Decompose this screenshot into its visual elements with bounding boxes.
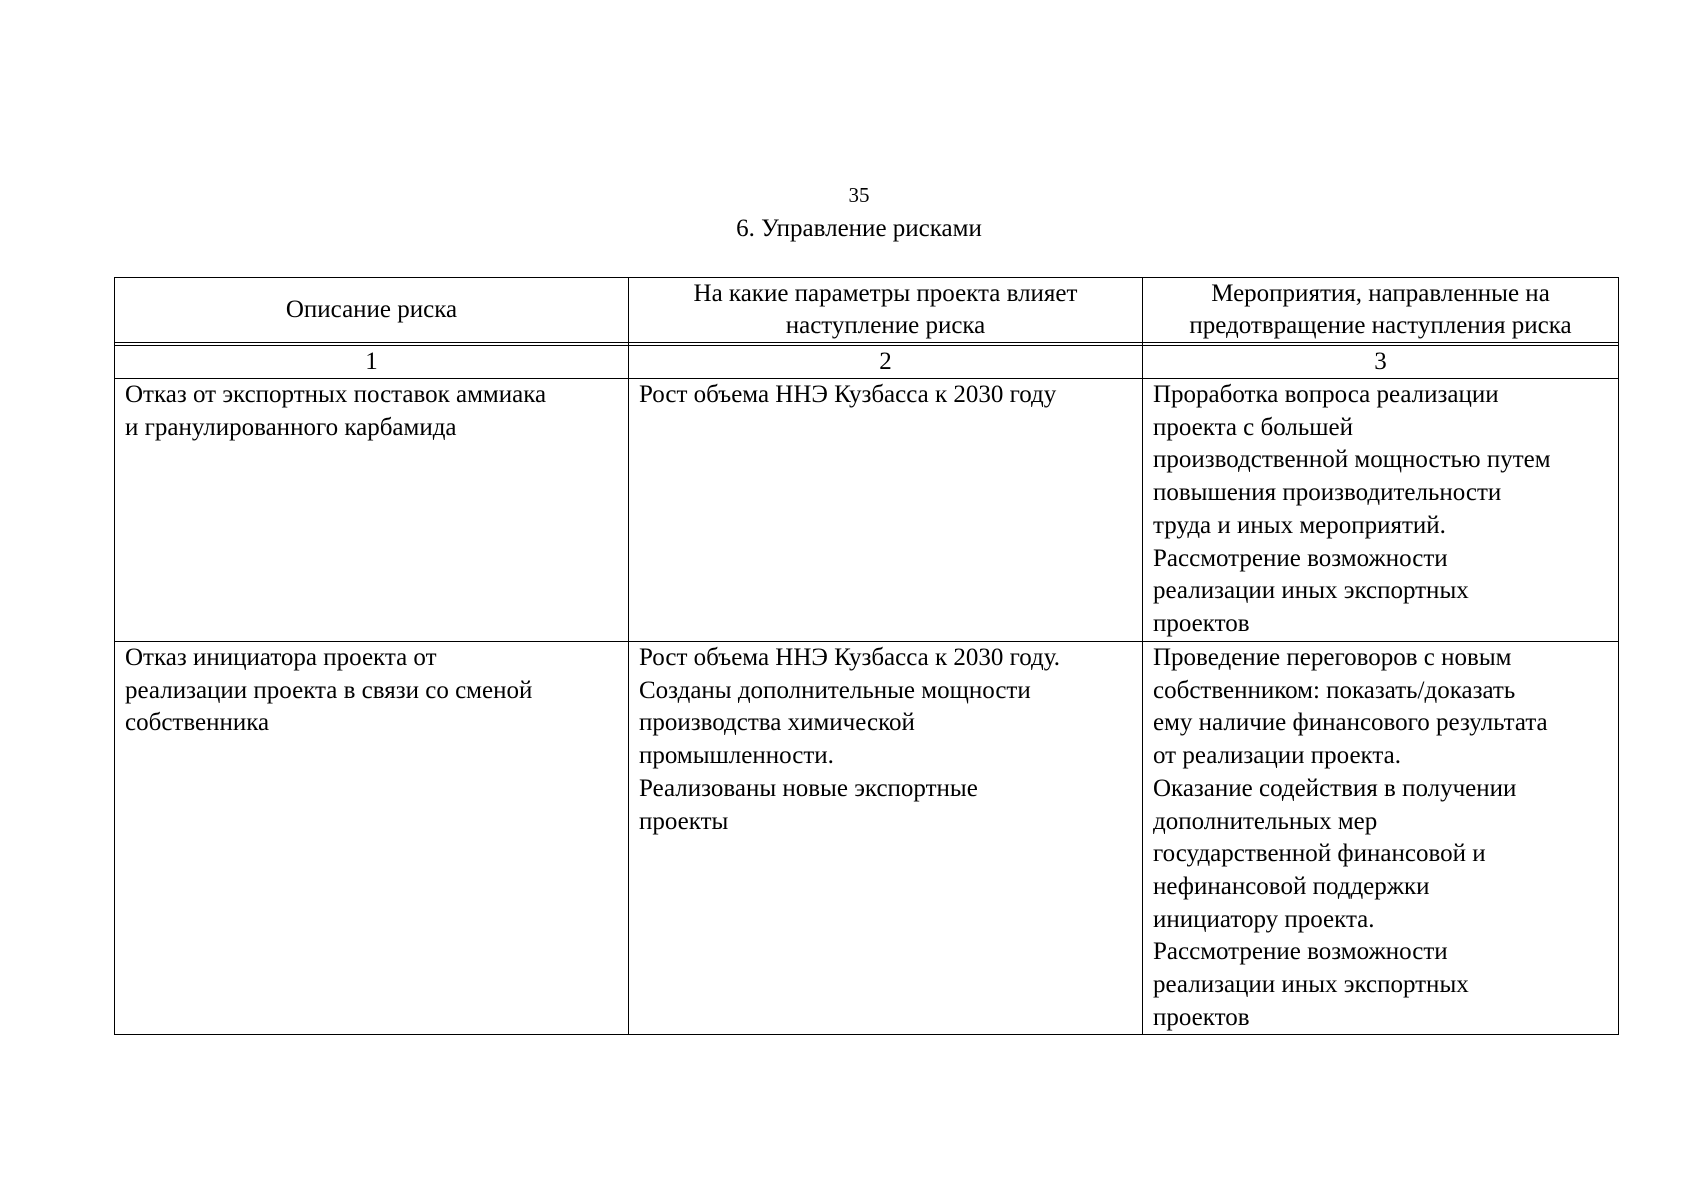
cell-line: Проведение переговоров с новым	[1153, 644, 1512, 671]
cell-line: проекта с большей	[1153, 413, 1354, 441]
cell-line: Оказание содействия в получении	[1153, 774, 1517, 802]
cell-line: Отказ инициатора проекта от	[125, 644, 437, 671]
cell-line: проекты	[639, 807, 729, 835]
header-line: Описание риска	[285, 296, 458, 323]
section-title: 6. Управление рисками	[736, 215, 982, 242]
page-number: 35	[848, 183, 870, 207]
risk-table	[114, 277, 1619, 1035]
cell-line: Рассмотрение возможности	[1153, 938, 1448, 966]
risk-description-cell	[115, 642, 629, 1035]
cell-line: Рост объема ННЭ Кузбасса к 2030 году.	[639, 644, 1061, 671]
cell-line: собственником: показать/доказать	[1153, 676, 1516, 704]
cell-line: дополнительных мер	[1153, 807, 1378, 835]
header-line: На какие параметры проекта влияет	[693, 280, 1078, 307]
cell-line: производства химической	[639, 709, 915, 737]
table-row	[115, 642, 1619, 1035]
column-number-row	[115, 346, 1619, 379]
cell-line: инициатору проекта.	[1153, 905, 1375, 933]
header-line: наступление риска	[785, 312, 986, 339]
cell-line: проектов	[1153, 609, 1250, 637]
prevention-measures-cell	[1143, 379, 1619, 642]
cell-line: реализации проекта в связи со сменой	[125, 676, 533, 704]
cell-line: Созданы дополнительные мощности	[639, 676, 1031, 704]
cell-line: ему наличие финансового результата	[1153, 709, 1548, 737]
header-prevention-measures	[1143, 278, 1619, 343]
column-number: 3	[1143, 346, 1619, 379]
cell-line: Рассмотрение возможности	[1153, 544, 1448, 572]
header-affected-parameters	[629, 278, 1143, 343]
cell-line: Реализованы новые экспортные	[639, 774, 978, 802]
prevention-measures-cell	[1143, 642, 1619, 1035]
cell-line: реализации иных экспортных	[1153, 577, 1469, 605]
cell-line: Проработка вопроса реализации	[1153, 381, 1499, 408]
cell-line: труда и иных мероприятий.	[1153, 511, 1446, 539]
cell-line: повышения производительности	[1153, 479, 1502, 507]
column-number: 1	[115, 346, 629, 379]
table-header-row	[115, 278, 1619, 343]
cell-line: государственной финансовой и	[1153, 840, 1486, 868]
cell-line: Отказ от экспортных поставок аммиака	[125, 381, 547, 408]
column-number: 2	[629, 346, 1143, 379]
header-line: Мероприятия, направленные на	[1211, 280, 1550, 307]
header-risk-description	[115, 278, 629, 343]
risk-description-cell	[115, 379, 629, 642]
cell-line: реализации иных экспортных	[1153, 971, 1469, 999]
cell-line: и гранулированного карбамида	[125, 413, 457, 441]
affected-parameters-cell	[629, 379, 1143, 642]
table-row	[115, 379, 1619, 642]
header-line: предотвращение наступления риска	[1189, 312, 1572, 339]
cell-line: производственной мощностью путем	[1153, 446, 1551, 474]
cell-line: нефинансовой поддержки	[1153, 872, 1430, 900]
cell-line: собственника	[125, 709, 270, 737]
cell-line: Рост объема ННЭ Кузбасса к 2030 году	[639, 381, 1057, 408]
cell-line: от реализации проекта.	[1153, 742, 1401, 770]
affected-parameters-cell	[629, 642, 1143, 1035]
cell-line: промышленности.	[639, 742, 834, 770]
cell-line: проектов	[1153, 1003, 1250, 1031]
